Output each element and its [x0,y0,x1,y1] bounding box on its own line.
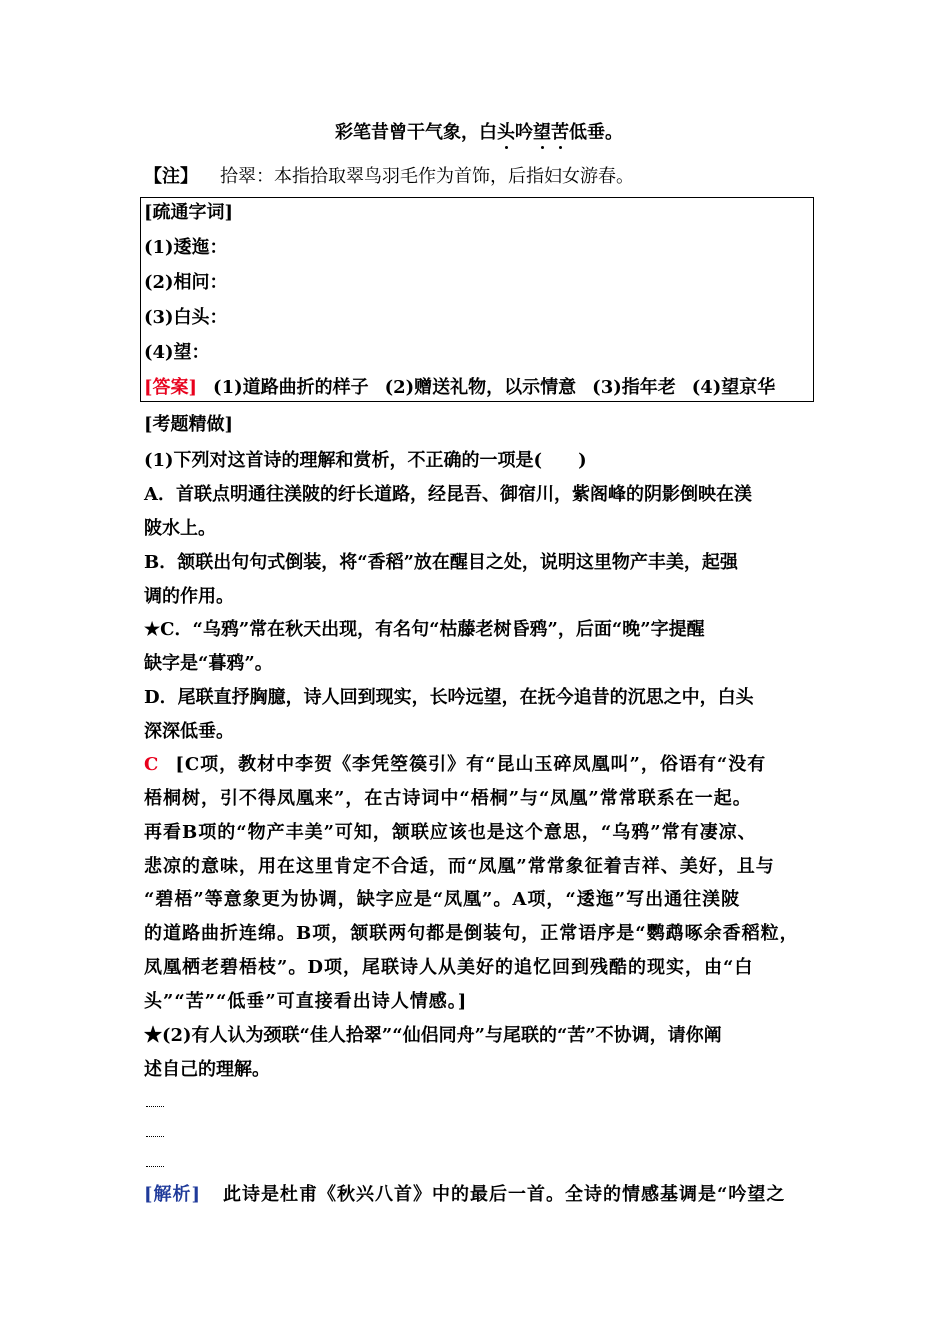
explanation-line: 凤凰栖老碧梧枝”。D项，尾联诗人从美好的追忆回到残酷的现实，由“白 [144,957,754,978]
option-c: 缺字是“暮鸦”。 [144,653,273,674]
practice-title: [考题精做] [144,414,234,435]
option-d: 深深低垂。 [144,721,234,742]
note-text: 拾翠：本指拾取翠鸟羽毛作为首饰，后指妇女游春。 [220,166,634,187]
option-c: ★C．“乌鸦”常在秋天出现，有名句“枯藤老树昏鸦”，后面“晚”字提醒 [144,619,705,640]
poem-line-text: 吟 [515,122,533,143]
explanation-line: 悲凉的意味，用在这里肯定不合适，而“凤凰”常常象征着吉祥、美好，且与 [144,856,775,877]
vocab-item: (3)白头： [144,307,228,328]
emphasis-char: 苦 [551,122,569,143]
answer-item: (3)指年老 [592,377,676,398]
option-b: B．颔联出句句式倒装，将“香稻”放在醒目之处，说明这里物产丰美，起强 [144,552,738,573]
note-line [144,165,634,189]
answer-label: [答案] [144,377,198,398]
analysis-label: [解析] [144,1184,202,1205]
question-1: (1)下列对这首诗的理解和赏析，不正确的一项是( ) [144,450,587,471]
answer-blank[interactable] [146,1136,164,1137]
answer-letter: C [144,754,160,775]
explanation-line: 头”“苦”“低垂”可直接看出诗人情感。] [144,991,468,1012]
answer-blank[interactable] [146,1106,164,1107]
answer-item: (4)望京华 [691,377,776,398]
question-2: ★(2)有人认为颈联“佳人拾翠”“仙侣同舟”与尾联的“苦”不协调，请你阐 [144,1025,722,1046]
vocab-item: (1)逶迤： [144,237,228,258]
vocab-title: [疏通字词] [144,202,234,223]
option-a: A．首联点明通往渼陂的纡长道路，经昆吾、御宿川，紫阁峰的阴影倒映在渼 [144,484,752,505]
poem-line [144,121,814,145]
poem-line-text: 低垂。 [569,122,623,143]
option-b: 调的作用。 [144,586,234,607]
emphasis-char: 头 [497,122,515,143]
explanation-line: 再看B项的“物产丰美”可知，颔联应该也是这个意思，“乌鸦”常有凄凉、 [144,822,757,843]
explanation-text: [C项，教材中李贺《李凭箜篌引》有“昆山玉碎凤凰叫”，俗语有“没有 [175,754,767,775]
answer-blank[interactable] [146,1166,164,1167]
poem-line-text: 彩笔昔曾干气象，白 [335,122,497,143]
option-d: D．尾联直抒胸臆，诗人回到现实，长吟远望，在抚今追昔的沉思之中，白头 [144,687,754,708]
question-2: 述自己的理解。 [144,1059,270,1080]
note-label: 【注】 [144,166,198,187]
answer-item: (2)赠送礼物，以示情意 [384,377,577,398]
answer-item: (1)道路曲折的样子 [213,377,369,398]
emphasis-char: 望 [533,122,551,143]
option-a: 陂水上。 [144,518,216,539]
vocab-item: (2)相问： [144,272,228,293]
analysis-line [144,1183,785,1207]
vocab-item: (4)望： [144,342,210,363]
vocab-box [140,197,814,402]
explanation-line: 梧桐树，引不得凤凰来”，在古诗词中“梧桐”与“凤凰”常常联系在一起。 [144,788,752,809]
explanation-line: “碧梧”等意象更为协调，缺字应是“凤凰”。A项，“逶迤”写出通往渼陂 [144,889,741,910]
vocab-answer [144,376,775,400]
explanation-line: 的道路曲折连绵。B项，颔联两句都是倒装句，正常语序是“鹦鹉啄余香稻粒， [144,923,799,944]
explanation-line [144,753,766,777]
analysis-text: 此诗是杜甫《秋兴八首》中的最后一首。全诗的情感基调是“吟望之 [223,1184,786,1205]
